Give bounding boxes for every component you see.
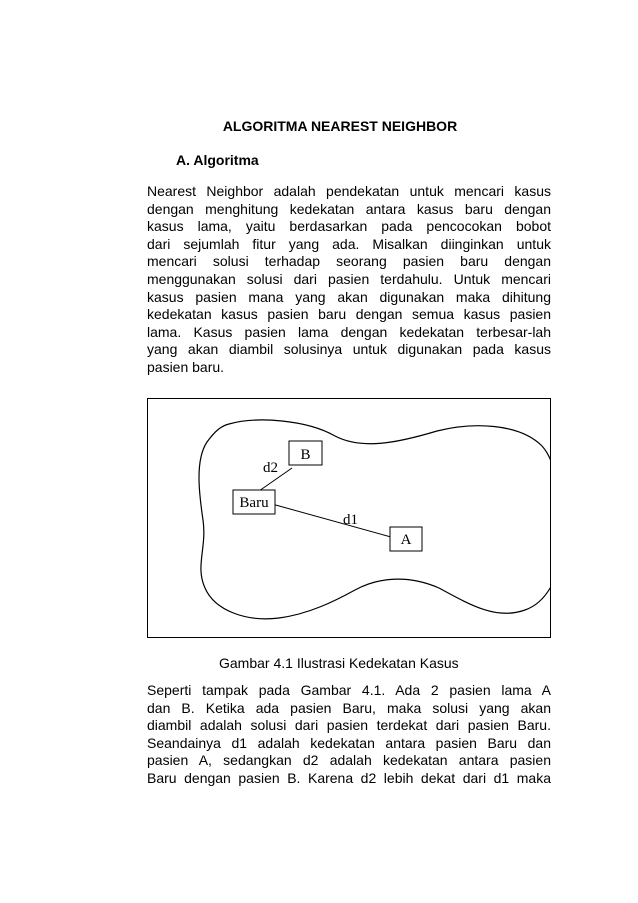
paragraph-line: diambil adalah solusi dari pasien terdekat dari pasien Baru.: [147, 717, 551, 734]
paragraph-line: mencari solusi terhadap seorang pasien baru dengan: [147, 253, 551, 270]
paragraph-line: dengan menghitung kedekatan antara kasus baru dengan: [147, 200, 551, 217]
paragraph-line: lama. Kasus pasien lama dengan kedekatan terbesar-lah: [147, 323, 551, 340]
section-heading: A. Algoritma: [176, 152, 259, 168]
paragraph-line: dan B. Ketika ada pasien Baru, maka solusi yang akan: [147, 699, 551, 716]
paragraph-line: kasus lama, yaitu berdasarkan pada pencocokan bobot: [147, 218, 551, 235]
d2-label: d2: [263, 460, 278, 476]
paragraph-line: kedekatan kasus pasien baru dengan semua kasus pasien: [147, 306, 551, 323]
node-a-label: A: [400, 532, 412, 548]
nearest-neighbor-figure: [147, 398, 551, 638]
case-space-blob: [199, 420, 551, 619]
paragraph-line: pasien baru.: [147, 358, 225, 375]
explanation-paragraph: [147, 682, 551, 788]
figure-caption: Gambar 4.1 Ilustrasi Kedekatan Kasus: [219, 655, 459, 671]
paragraph-line: dari sejumlah fitur yang ada. Misalkan diinginkan untuk: [147, 235, 551, 252]
paragraph-line: pasien A, sedangkan d2 adalah kedekatan antara pasien: [147, 752, 551, 769]
d1-label: d1: [343, 512, 358, 528]
paragraph-line: Nearest Neighbor adalah pendekatan untuk mencari kasus: [147, 183, 551, 199]
paragraph-line: Seandainya d1 adalah kedekatan antara pasien Baru dan: [147, 734, 551, 751]
paragraph-line: Baru dengan pasien B. Karena d2 lebih dekat dari d1 maka: [147, 769, 551, 786]
paragraph-line: yang akan diambil solusinya untuk digunakan pada kasus: [147, 341, 551, 358]
d1-line: [272, 504, 391, 537]
page-title: ALGORITMA NEAREST NEIGHBOR: [222, 118, 458, 134]
paragraph-line: kasus pasien mana yang akan digunakan maka dihitung: [147, 288, 551, 305]
node-baru-label: Baru: [239, 495, 269, 511]
paragraph-line: menggunakan solusi dari pasien terdahulu. Untuk mencari: [147, 270, 551, 287]
intro-paragraph: [147, 183, 551, 377]
node-b-label: B: [300, 447, 311, 463]
paragraph-line: Seperti tampak pada Gambar 4.1. Ada 2 pasien lama A: [147, 682, 551, 698]
